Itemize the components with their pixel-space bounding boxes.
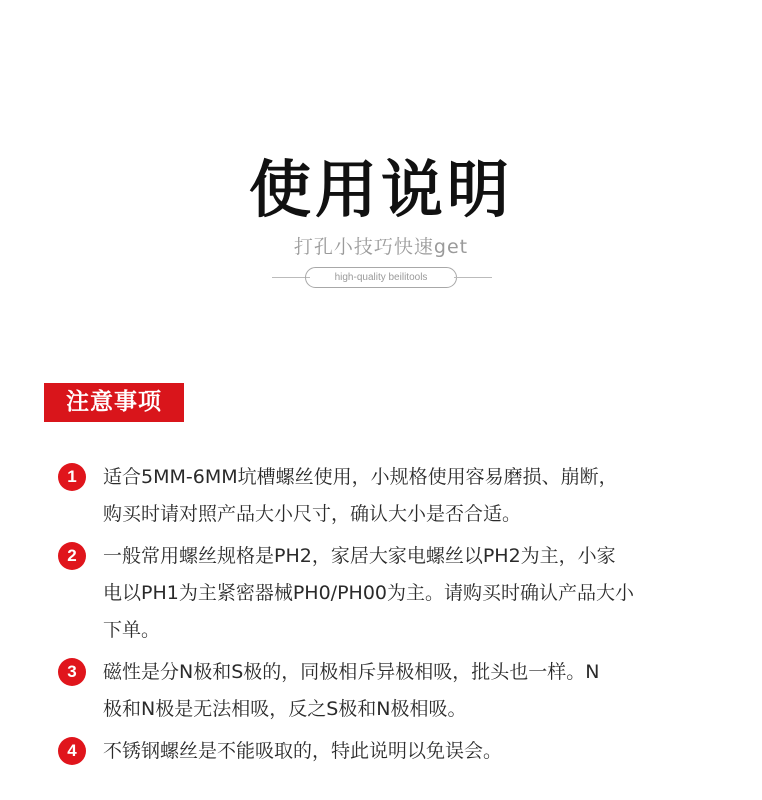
item-text-line: 下单。 [103, 619, 161, 641]
tagline-pill: high-quality beilitools [305, 267, 457, 288]
item-text-line: 不锈钢螺丝是不能吸取的，特此说明以免误会。 [103, 740, 503, 762]
page-subtitle: 打孔小技巧快速get [293, 236, 469, 258]
number-badge: 3 [58, 658, 86, 686]
number-badge: 4 [58, 737, 86, 765]
item-text-line: 电以PH1为主紧密器械PH0/PH00为主。请购买时确认产品大小 [103, 582, 634, 604]
page-title: 使用说明 [248, 153, 513, 226]
item-text-line: 适合5MM-6MM坑槽螺丝使用，小规格使用容易磨损、崩断， [103, 466, 618, 488]
list-item [58, 733, 738, 770]
list-item [58, 459, 738, 533]
number-badge: 2 [58, 542, 86, 570]
item-text-line: 磁性是分N极和S极的，同极相斥异极相吸，批头也一样。N [103, 661, 600, 683]
number-badge: 1 [58, 463, 86, 491]
item-text-line: 一般常用螺丝规格是PH2，家居大家电螺丝以PH2为主，小家 [103, 545, 616, 567]
list-item [58, 538, 738, 649]
tagline-divider-right [454, 277, 492, 278]
notice-heading: 注意事项 [44, 383, 184, 422]
list-item [58, 654, 738, 728]
item-text-line: 极和N极是无法相吸，反之S极和N极相吸。 [103, 698, 467, 720]
notice-list [58, 459, 738, 775]
item-text-line: 购买时请对照产品大小尺寸，确认大小是否合适。 [103, 503, 522, 525]
